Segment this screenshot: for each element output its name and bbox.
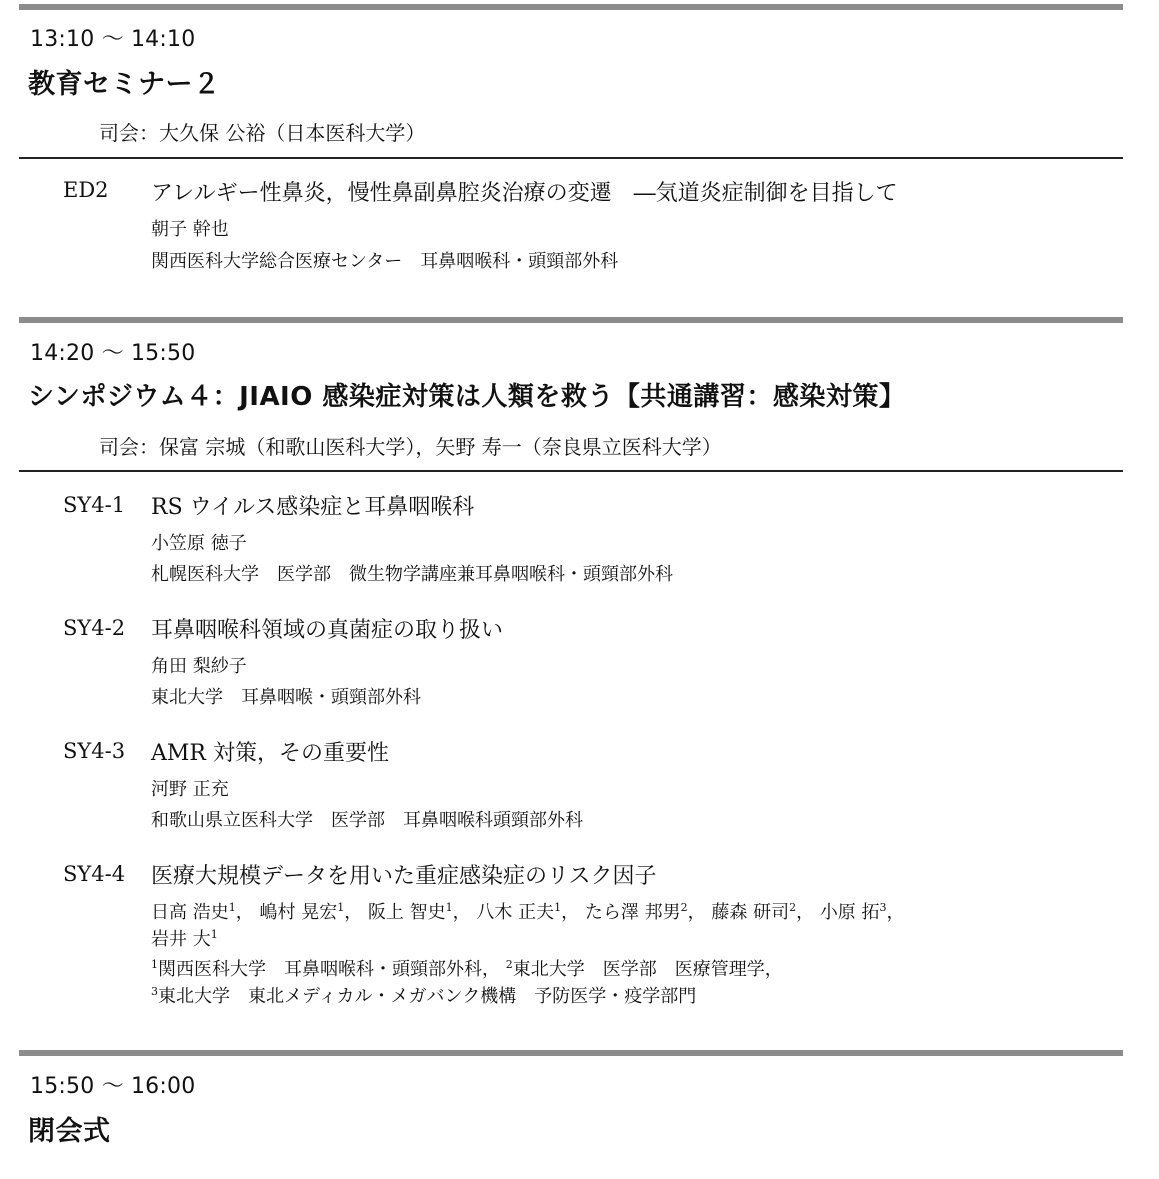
author-sup: 1 [228, 901, 236, 914]
talk-authors-line-1: 日高 浩史$^1$， 嶋村 晃宏$^1$， 阪上 智史$^1$， 八木 正夫$^1$， たら澤 邦男$^2$， 藤森 研司$^2$， 小原 拓$^3$， [151, 901, 905, 923]
author-name: 八木 正夫 [476, 902, 555, 923]
header-rule [19, 157, 1123, 159]
header-rule [19, 470, 1123, 472]
author-sup: 2 [680, 901, 688, 914]
author-name: 藤森 研司 [711, 902, 790, 923]
talk-title: 医療大規模データを用いた重症感染症のリスク因子 [151, 864, 657, 889]
talk-code: ED2 [63, 178, 109, 202]
author-sup: 1 [337, 901, 345, 914]
affiliation-sup: 3 [151, 985, 158, 998]
author-name: 嶋村 晃宏 [259, 902, 338, 923]
session-title: シンポジウム４：JIAIO 感染症対策は人類を救う【共通講習：感染対策】 [28, 382, 906, 412]
session-time: 14:20 〜 15:50 [30, 341, 196, 366]
talk-affiliations-line-1 [151, 955, 783, 981]
session-time: 13:10 〜 14:10 [30, 27, 196, 52]
talk-affiliation: 東北大学 耳鼻咽喉・頭頸部外科 [151, 687, 421, 708]
session-chair: 司会：保富 宗城（和歌山医科大学），矢野 寿一（奈良県立医科大学） [99, 435, 722, 459]
session-time: 15:50 〜 16:00 [30, 1074, 196, 1099]
talk-code: SY4-3 [63, 739, 126, 763]
talk-author: 朝子 幹也 [151, 219, 229, 240]
talk-code: SY4-4 [63, 862, 126, 886]
talk-title: AMR 対策，その重要性 [151, 741, 389, 766]
session-chair: 司会：大久保 公裕（日本医科大学） [99, 121, 426, 145]
talk-author: 小笠原 徳子 [151, 533, 247, 554]
author-name: たら澤 邦男 [584, 902, 681, 923]
affiliation-sup: 2 [505, 958, 513, 971]
talk-title: 耳鼻咽喉科領域の真菌症の取り扱い [151, 618, 504, 643]
author-sup: 1 [445, 901, 453, 914]
author-name: 日高 浩史 [151, 902, 229, 923]
talk-affiliation: 和歌山県立医科大学 医学部 耳鼻咽喉科頭頸部外科 [151, 810, 583, 831]
talk-authors-line-2 [151, 925, 218, 951]
talk-title: RS ウイルス感染症と耳鼻咽喉科 [151, 495, 475, 520]
talk-code: SY4-1 [63, 493, 126, 517]
author-name: 岩井 大 [151, 929, 211, 950]
talk-affiliation: 札幌医科大学 医学部 微生物学講座兼耳鼻咽喉科・頭頸部外科 [151, 564, 673, 585]
talk-title: アレルギー性鼻炎，慢性鼻副鼻腔炎治療の変遷 ―気道炎症制御を目指して [151, 181, 898, 206]
author-sup: 3 [879, 901, 887, 914]
talk-affiliation: 関西医科大学総合医療センター 耳鼻咽喉科・頭頸部外科 [151, 251, 619, 272]
author-name: 阪上 智史 [367, 902, 446, 923]
talk-author: 河野 正充 [151, 779, 229, 800]
author-sup: 2 [789, 901, 797, 914]
talk-code: SY4-2 [63, 616, 126, 640]
affiliation-sup: 1 [151, 958, 158, 971]
talk-author: 角田 梨紗子 [151, 656, 247, 677]
session-title: 閉会式 [28, 1116, 111, 1147]
session-title: 教育セミナー２ [28, 69, 221, 100]
author-name: 小原 拓 [819, 902, 880, 923]
author-sup: 1 [210, 928, 218, 941]
author-sup: 1 [554, 901, 562, 914]
talk-affiliations-line-2 [151, 982, 696, 1008]
affiliation-text: 東北大学 東北メディカル・メガバンク機構 予防医学・疫学部門 [158, 986, 697, 1007]
section-divider [19, 317, 1123, 323]
affiliation-text: 関西医科大学 耳鼻咽喉科・頭頸部外科， [158, 959, 500, 980]
section-divider [19, 4, 1123, 10]
affiliation-text: 東北大学 医学部 医療管理学， [512, 959, 783, 980]
section-divider [19, 1050, 1123, 1056]
